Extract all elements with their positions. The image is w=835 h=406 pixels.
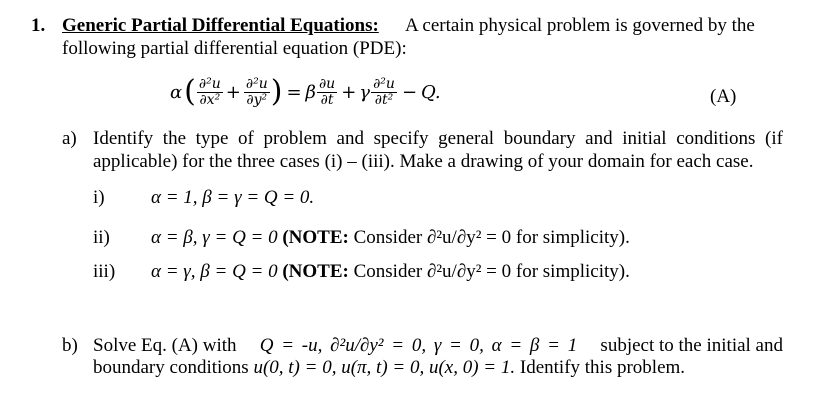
equation-label: (A) — [710, 86, 737, 107]
case-label-i: i) — [93, 187, 105, 208]
case-label-ii: ii) — [93, 227, 110, 248]
problem-number: 1. — [31, 15, 46, 36]
fraction-numerator: ∂²u — [245, 75, 268, 92]
q-term: Q. — [421, 81, 441, 103]
fraction-numerator: ∂u — [318, 75, 336, 92]
fraction-numerator: ∂²u — [373, 75, 395, 92]
fraction-denominator: ∂y² — [246, 91, 268, 108]
part-a-line1: Identify the type of problem and specify general boundary and initial conditions (if — [93, 128, 783, 149]
pde-equation — [170, 72, 441, 112]
fraction-d2u-dt2 — [371, 77, 397, 108]
close-paren: ) — [270, 74, 283, 109]
equals-operator: = — [286, 81, 302, 103]
fraction-du-dt — [317, 77, 337, 108]
open-paren: ( — [184, 74, 196, 109]
case-math-iii: α = γ, β = Q = 0 — [151, 261, 278, 282]
alpha-symbol: α — [170, 81, 183, 103]
case-math-i: α = 1, β = γ = Q = 0. — [151, 187, 315, 208]
part-a-line2: applicable) for the three cases (i) – (iii). Make a drawing of your domain for each case. — [93, 151, 754, 172]
case-line-iii — [151, 261, 630, 283]
part-b-line2-end: Identify this problem. — [515, 357, 686, 378]
part-b-line2-start: boundary conditions — [93, 357, 254, 378]
fraction-denominator: ∂x² — [199, 91, 221, 108]
plus-operator: + — [341, 81, 357, 103]
part-a-marker: a) — [62, 128, 77, 149]
fraction-denominator: ∂t — [320, 91, 334, 108]
note-text: Consider ∂²u/∂y² = 0 for simplicity). — [348, 227, 630, 248]
note-label: (NOTE: — [277, 261, 349, 282]
fraction-numerator: ∂²u — [198, 75, 221, 92]
plus-operator: + — [225, 81, 241, 103]
part-b-line1-start: Solve Eq. (A) with — [93, 335, 237, 356]
part-b-line2-math: u(0, t) = 0, u(π, t) = 0, u(x, 0) = 1. — [253, 357, 516, 378]
minus-operator: − — [401, 81, 418, 103]
beta-symbol: β — [305, 81, 316, 103]
part-b-line1 — [93, 335, 783, 357]
problem-intro-line1: A certain physical problem is governed by the — [405, 15, 755, 36]
fraction-d2u-dy2 — [244, 77, 270, 108]
note-label: (NOTE: — [277, 227, 349, 248]
part-b-line1-math: Q = -u, ∂²u/∂y² = 0, γ = 0, α = β = 1 — [259, 335, 578, 356]
problem-intro-line2: following partial differential equation (PDE): — [62, 38, 407, 59]
note-text: Consider ∂²u/∂y² = 0 for simplicity). — [348, 261, 630, 282]
case-line-ii — [151, 227, 630, 249]
part-b-line2 — [93, 357, 685, 379]
case-math-ii: α = β, γ = Q = 0 — [151, 227, 278, 248]
case-label-iii: iii) — [93, 261, 116, 282]
problem-title: Generic Partial Differential Equations: — [62, 15, 379, 36]
part-b-line1-end: subject to the initial and — [600, 335, 783, 356]
gamma-symbol: γ — [359, 81, 371, 103]
fraction-d2u-dx2 — [197, 77, 223, 108]
part-b-marker: b) — [62, 335, 78, 356]
fraction-denominator: ∂t² — [374, 91, 394, 108]
